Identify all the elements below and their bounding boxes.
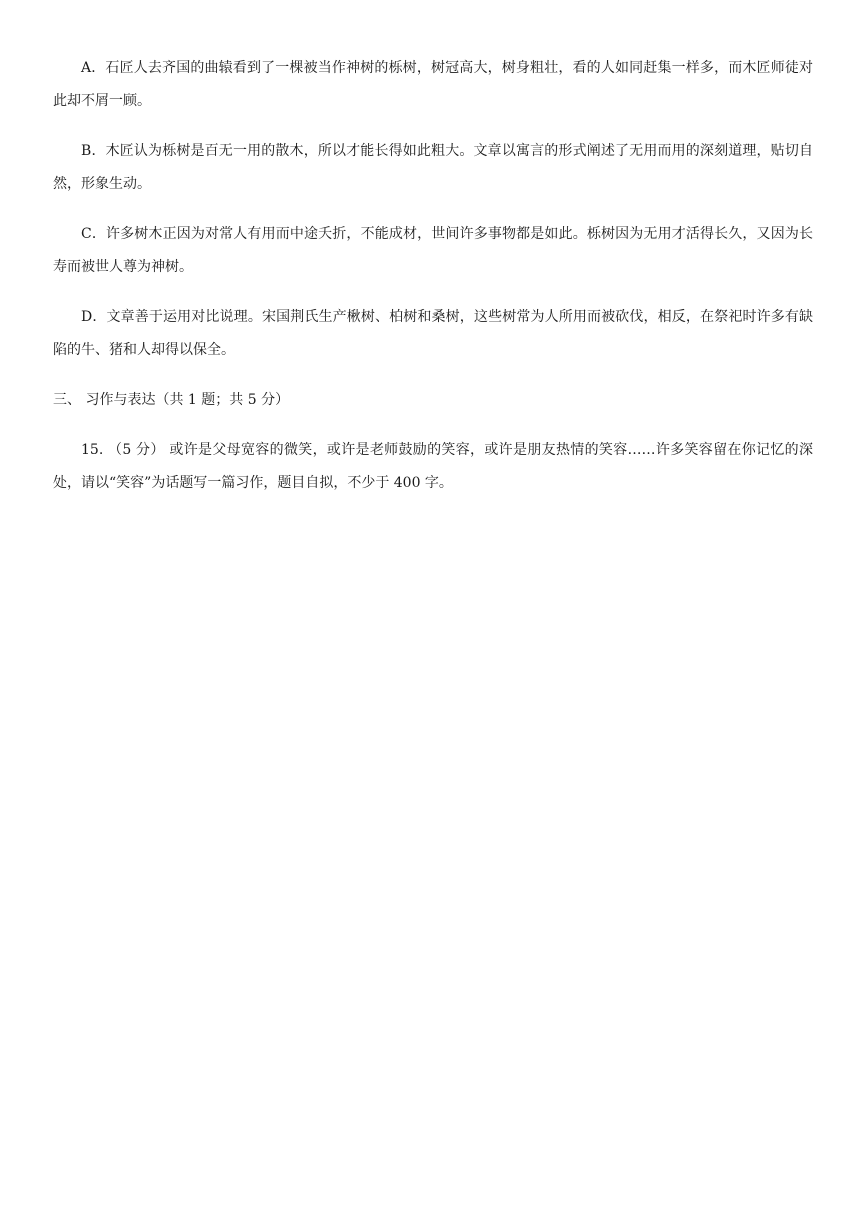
section-heading: 三、 习作与表达（共 1 题；共 5 分） — [53, 392, 290, 408]
option-b: B．木匠认为栎树是百无一用的散木，所以才能长得如此粗大。文章以寓言的形式阐述了无用而用的深刻道理，贴切自然，形象生动。 — [53, 143, 813, 192]
question-15: 15. （5 分） 或许是父母宽容的微笑，或许是老师鼓励的笑容，或许是朋友热情的笑容……许多笑容留在你记忆的深处，请以“笑容”为话题写一篇习作，题目自拟，不少于 400 字。 — [53, 442, 813, 491]
option-c: C．许多树木正因为对常人有用而中途夭折，不能成材，世间许多事物都是如此。栎树因为无用才活得长久，又因为长寿而被世人尊为神树。 — [53, 226, 813, 275]
option-d: D．文章善于运用对比说理。宋国荆氏生产楸树、柏树和桑树，这些树常为人所用而被砍伐，相反，在祭祀时许多有缺陷的牛、猪和人却得以保全。 — [53, 309, 813, 358]
option-a: A．石匠人去齐国的曲辕看到了一棵被当作神树的栎树，树冠高大，树身粗壮，看的人如同赶集一样多，而木匠师徒对此却不屑一顾。 — [53, 60, 813, 109]
